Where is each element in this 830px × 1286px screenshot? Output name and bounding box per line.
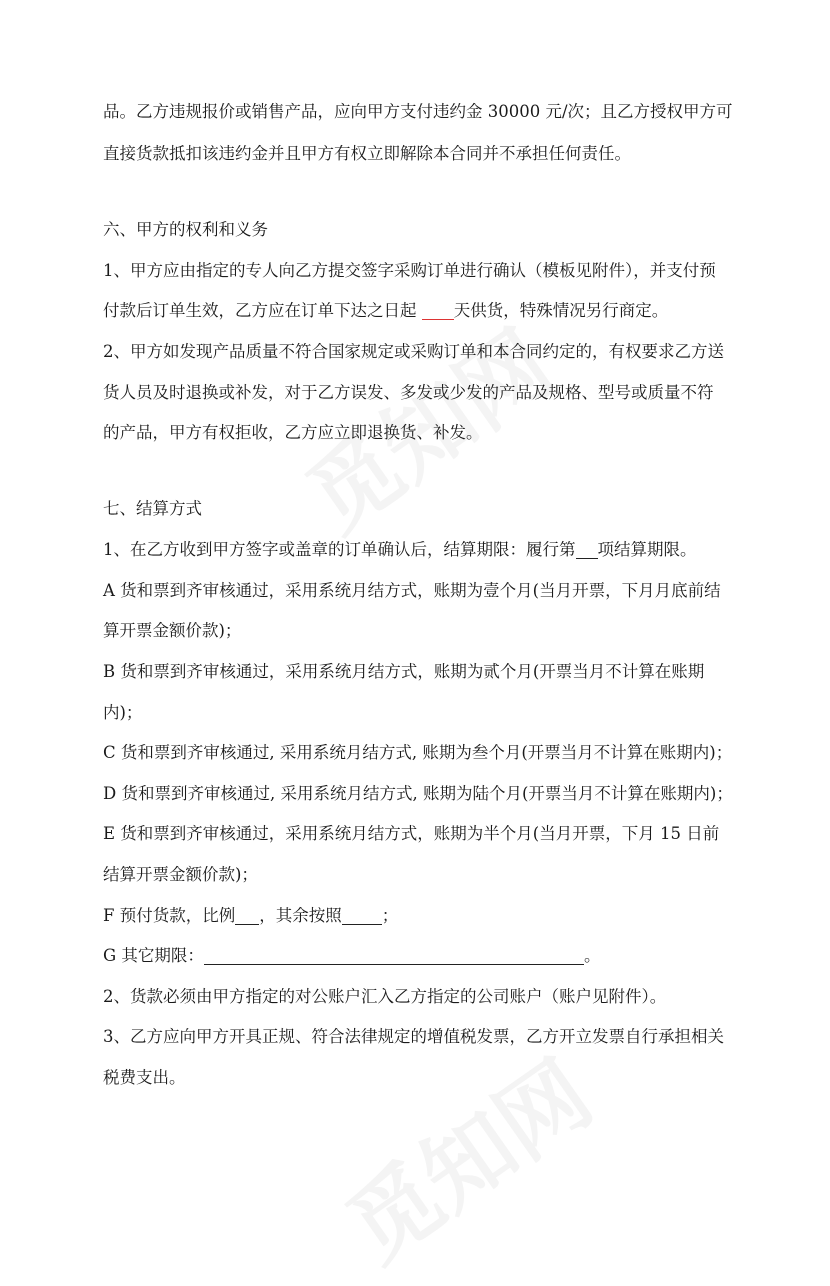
prepay-ratio-blank[interactable] [235, 906, 259, 925]
option-line: C 货和票到齐审核通过, 采用系统月结方式, 账期为叁个月(开票当月不计算在账期内)； [103, 743, 733, 762]
line-text: ，其余按照 [259, 906, 342, 925]
paragraph-line: 1、甲方应由指定的专人向乙方提交签字采购订单进行确认（模板见附件），并支付预 [103, 261, 716, 280]
option-line: E 货和票到齐审核通过，采用系统月结方式，账期为半个月(当月开票，下月 15 日前 [103, 824, 720, 843]
paragraph-line: 税费支出。 [103, 1068, 186, 1087]
other-term-blank[interactable] [204, 946, 584, 965]
option-line: 内)； [103, 703, 143, 722]
line-text: 天供货，特殊情况另行商定。 [453, 301, 669, 320]
paragraph-line: 3、乙方应向甲方开具正规、符合法律规定的增值税发票，乙方开立发票自行承担相关 [103, 1027, 724, 1046]
paragraph-line: 2、甲方如发现产品质量不符合国家规定或采购订单和本合同约定的，有权要求乙方送 [103, 342, 724, 361]
paragraph-line: 2、货款必须由甲方指定的对公账户汇入乙方指定的公司账户（账户见附件）。 [103, 987, 667, 1006]
line-text: 。 [583, 946, 601, 965]
section-heading: 七、结算方式 [103, 499, 202, 518]
line-text: 付款后订单生效，乙方应在订单下达之日起 [103, 301, 422, 320]
line-text: 1、在乙方收到甲方签字或盖章的订单确认后，结算期限：履行第 [103, 540, 576, 559]
option-line [103, 944, 743, 968]
paragraph-line: 的产品，甲方有权拒收，乙方应立即退换货、补发。 [103, 423, 483, 442]
option-line [103, 904, 743, 928]
line-text: F 预付货款，比例 [103, 906, 236, 925]
remainder-terms-blank[interactable] [342, 906, 382, 925]
paragraph-line [103, 299, 743, 323]
line-text: 项结算期限。 [597, 540, 697, 559]
option-line: D 货和票到齐审核通过, 采用系统月结方式, 账期为陆个月(开票当月不计算在账期内)； [103, 784, 733, 803]
settlement-term-blank[interactable] [576, 540, 598, 559]
delivery-days-blank[interactable] [422, 301, 454, 320]
paragraph-line: 直接货款抵扣该违约金并且甲方有权立即解除本合同并不承担任何责任。 [103, 144, 631, 163]
paragraph-line: 品。乙方违规报价或销售产品，应向甲方支付违约金 30000 元/次；且乙方授权甲方可 [103, 102, 733, 121]
line-text: ； [381, 906, 399, 925]
watermark [317, 1024, 613, 1285]
paragraph-line: 货人员及时退换或补发，对于乙方误发、多发或少发的产品及规格、型号或质量不符 [103, 383, 714, 402]
section-heading: 六、甲方的权利和义务 [103, 220, 268, 239]
option-line: B 货和票到齐审核通过，采用系统月结方式，账期为贰个月(开票当月不计算在账期 [103, 662, 705, 681]
option-line: A 货和票到齐审核通过，采用系统月结方式，账期为壹个月(当月开票，下月月底前结 [103, 581, 721, 600]
option-line: 结算开票金额价款)； [103, 865, 258, 884]
line-text: G 其它期限： [103, 946, 204, 965]
option-line: 算开票金额价款)； [103, 621, 242, 640]
paragraph-line [103, 538, 743, 562]
